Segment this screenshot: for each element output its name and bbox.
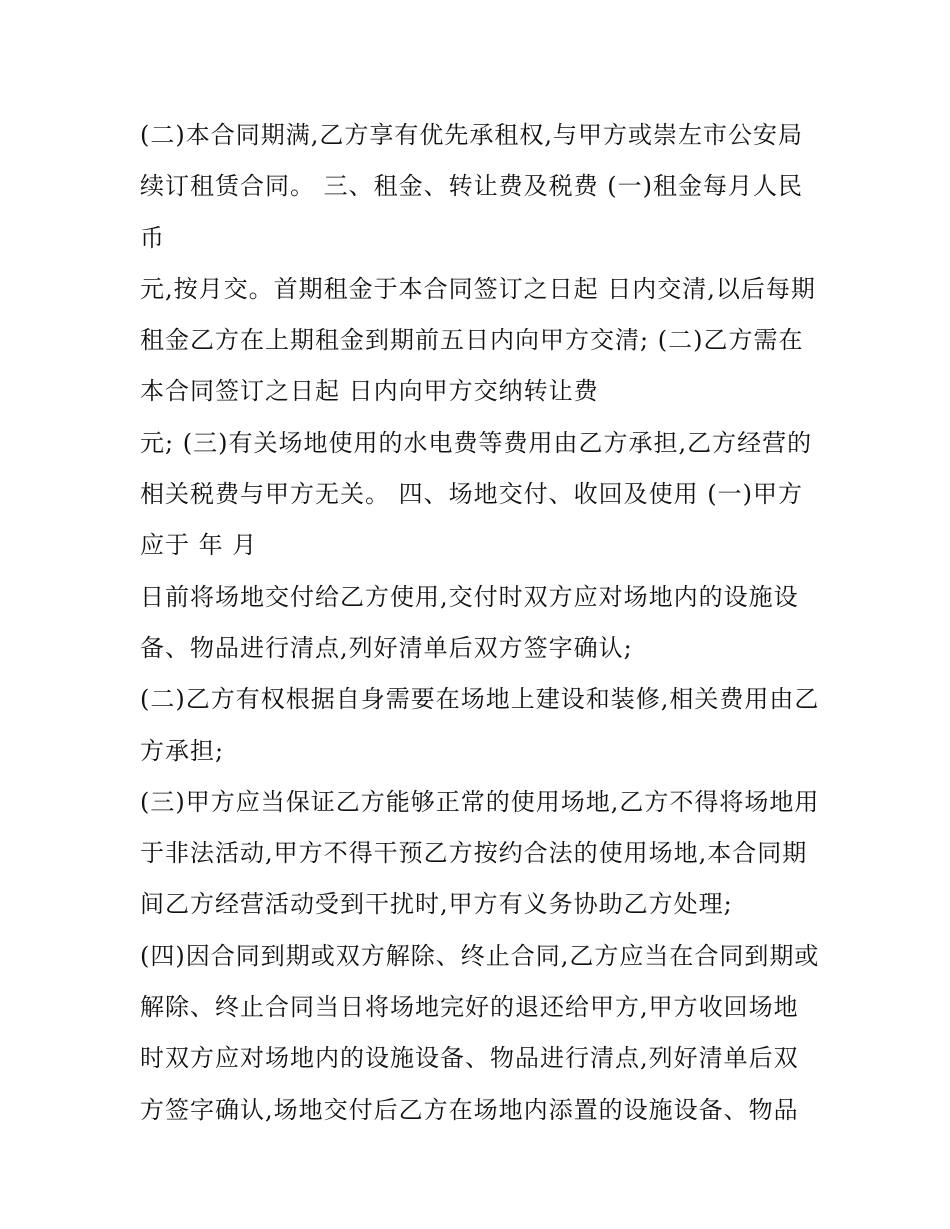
text-line: 租金乙方在上期租金到期前五日内向甲方交清; (二)乙方需在 bbox=[140, 326, 804, 355]
text-line: (二)本合同期满,乙方享有优先承租权,与甲方或崇左市公安局 bbox=[140, 121, 803, 149]
text-line: 本合同签订之日起 日内向甲方交纳转让费 bbox=[140, 377, 599, 406]
text-line: 元; (三)有关场地使用的水电费等费用由乙方承担,乙方经营的 bbox=[140, 428, 813, 457]
contract-body-text bbox=[140, 110, 820, 1136]
text-line: 间乙方经营活动受到干扰时,甲方有义务协助乙方处理; bbox=[140, 890, 733, 919]
text-line: 日前将场地交付给乙方使用,交付时双方应对场地内的设施设 bbox=[140, 582, 799, 611]
text-line: 元,按月交。首期租金于本合同签订之日起 日内交清,以后每期 bbox=[140, 274, 816, 303]
text-line: 币 bbox=[140, 223, 165, 252]
text-line: (三)甲方应当保证乙方能够正常的使用场地,乙方不得将场地用 bbox=[140, 787, 820, 816]
text-line: 续订租赁合同。 三、租金、转让费及税费 (一)租金每月人民 bbox=[140, 172, 803, 201]
text-line: 方签字确认,场地交付后乙方在场地内添置的设施设备、物品 bbox=[140, 1095, 799, 1124]
text-line: 时双方应对场地内的设施设备、物品进行清点,列好清单后双 bbox=[140, 1044, 799, 1073]
text-line: 于非法活动,甲方不得干预乙方按约合法的使用场地,本合同期 bbox=[140, 839, 808, 868]
text-line: (四)因合同到期或双方解除、终止合同,乙方应当在合同到期或 bbox=[140, 941, 820, 970]
text-line: 应于 年 月 bbox=[140, 531, 258, 560]
text-line: 相关税费与甲方无关。 四、场地交付、收回及使用 (一)甲方 bbox=[140, 480, 803, 509]
text-line: 方承担; bbox=[140, 736, 225, 765]
text-line: 解除、终止合同当日将场地完好的退还给甲方,甲方收回场地 bbox=[140, 993, 799, 1022]
text-line: 备、物品进行清点,列好清单后双方签字确认; bbox=[140, 633, 633, 662]
text-line: (二)乙方有权根据自身需要在场地上建设和装修,相关费用由乙 bbox=[140, 685, 820, 714]
